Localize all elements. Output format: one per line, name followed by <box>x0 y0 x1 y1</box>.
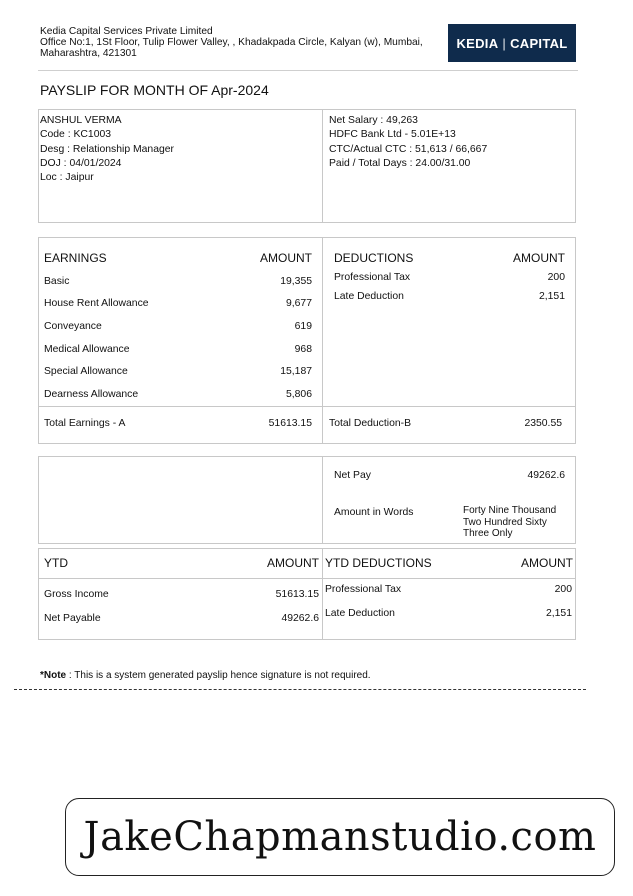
employee-name: ANSHUL VERMA <box>40 115 122 126</box>
amount-words-line: Two Hundred Sixty <box>463 516 547 528</box>
employee-designation: Desg : Relationship Manager <box>40 143 174 155</box>
bank-details: HDFC Bank Ltd - 5.01E+13 <box>329 129 456 141</box>
deduction-amount: 2,151 <box>538 291 565 302</box>
earning-label: Conveyance <box>44 321 102 332</box>
company-address-line1: Office No:1, 1St Floor, Tulip Flower Valley, , Khadakpada Circle, Kalyan (w), Mumbai, <box>40 37 423 48</box>
deduction-amount: 200 <box>547 272 565 283</box>
employee-doj: DOJ : 04/01/2024 <box>40 157 122 169</box>
net-payable-label: Net Payable <box>44 613 101 624</box>
ctc: CTC/Actual CTC : 51,613 / 66,667 <box>329 143 488 155</box>
deduction-label: Professional Tax <box>334 272 411 283</box>
ytd-deduction-label: Professional Tax <box>325 584 402 595</box>
total-deduction-label: Total Deduction-B <box>329 418 412 429</box>
amount-words-line: Three Only <box>463 528 513 539</box>
earnings-header: EARNINGS <box>44 251 107 265</box>
earning-amount: 968 <box>294 344 312 355</box>
gross-income-label: Gross Income <box>44 589 109 600</box>
deductions-amount-header: AMOUNT <box>513 251 565 265</box>
logo-text-left: KEDIA <box>456 35 499 51</box>
net-pay-label: Net Pay <box>334 470 371 481</box>
note-prefix: *Note <box>40 670 67 681</box>
ytd-deduction-amount: 200 <box>554 584 572 595</box>
earning-label: Basic <box>44 276 70 287</box>
earning-amount: 19,355 <box>280 276 312 287</box>
note-text: : This is a system generated payslip hence signature is not required. <box>66 670 371 681</box>
earning-label: House Rent Allowance <box>44 298 149 309</box>
employee-info-right <box>329 114 487 171</box>
earnings-amount-header: AMOUNT <box>260 251 312 265</box>
footer-note <box>40 670 371 681</box>
column-divider <box>322 549 323 639</box>
header-divider <box>39 578 575 579</box>
deduction-label: Late Deduction <box>334 291 404 302</box>
logo-text-right: CAPITAL <box>510 35 568 51</box>
company-name: Kedia Capital Services Private Limited <box>40 26 213 37</box>
page-title: PAYSLIP FOR MONTH OF Apr-2024 <box>40 82 269 98</box>
employee-details-box <box>38 109 576 223</box>
company-header <box>40 26 450 59</box>
gross-income-value: 51613.15 <box>275 589 319 600</box>
ytd-deductions-amount-header: AMOUNT <box>521 556 573 570</box>
amount-in-words-label: Amount in Words <box>334 507 414 518</box>
earnings-deductions-table <box>38 237 576 444</box>
dashed-divider <box>14 689 586 690</box>
deductions-header: DEDUCTIONS <box>334 251 414 265</box>
net-payable-value: 49262.6 <box>281 613 319 624</box>
amount-words-line: Forty Nine Thousand <box>463 505 557 516</box>
earning-amount: 5,806 <box>285 389 312 400</box>
earning-amount: 15,187 <box>280 366 312 377</box>
net-pay-box <box>38 456 576 544</box>
employee-info-left <box>40 114 174 185</box>
earning-amount: 9,677 <box>285 298 312 309</box>
earning-label: Dearness Allowance <box>44 389 139 400</box>
ytd-header: YTD <box>44 556 68 570</box>
paid-days: Paid / Total Days : 24.00/31.00 <box>329 157 471 169</box>
ytd-table <box>38 548 576 640</box>
net-salary: Net Salary : 49,263 <box>329 115 418 126</box>
column-divider <box>322 457 323 543</box>
column-divider <box>322 110 323 222</box>
employee-location: Loc : Jaipur <box>40 172 94 184</box>
company-address-line2: Maharashtra, 421301 <box>40 48 137 59</box>
watermark-banner: JakeChapmanstudio.com <box>65 798 615 876</box>
total-earnings-value: 51613.15 <box>268 418 312 429</box>
ytd-deduction-label: Late Deduction <box>325 608 395 619</box>
total-earnings-label: Total Earnings - A <box>44 418 126 429</box>
net-pay-value: 49262.6 <box>527 470 565 481</box>
earning-amount: 619 <box>294 321 312 332</box>
logo-separator: | <box>502 35 507 51</box>
earning-label: Medical Allowance <box>44 344 130 355</box>
total-deduction-value: 2350.55 <box>524 418 562 429</box>
header-divider <box>38 70 578 71</box>
column-divider <box>322 238 323 443</box>
totals-divider <box>39 406 575 407</box>
ytd-deductions-header: YTD DEDUCTIONS <box>325 556 432 570</box>
ytd-amount-header: AMOUNT <box>267 556 319 570</box>
amount-in-words-value <box>463 505 556 540</box>
ytd-deduction-amount: 2,151 <box>545 608 572 619</box>
company-logo <box>448 24 576 62</box>
employee-code: Code : KC1003 <box>40 129 112 141</box>
earning-label: Special Allowance <box>44 366 128 377</box>
